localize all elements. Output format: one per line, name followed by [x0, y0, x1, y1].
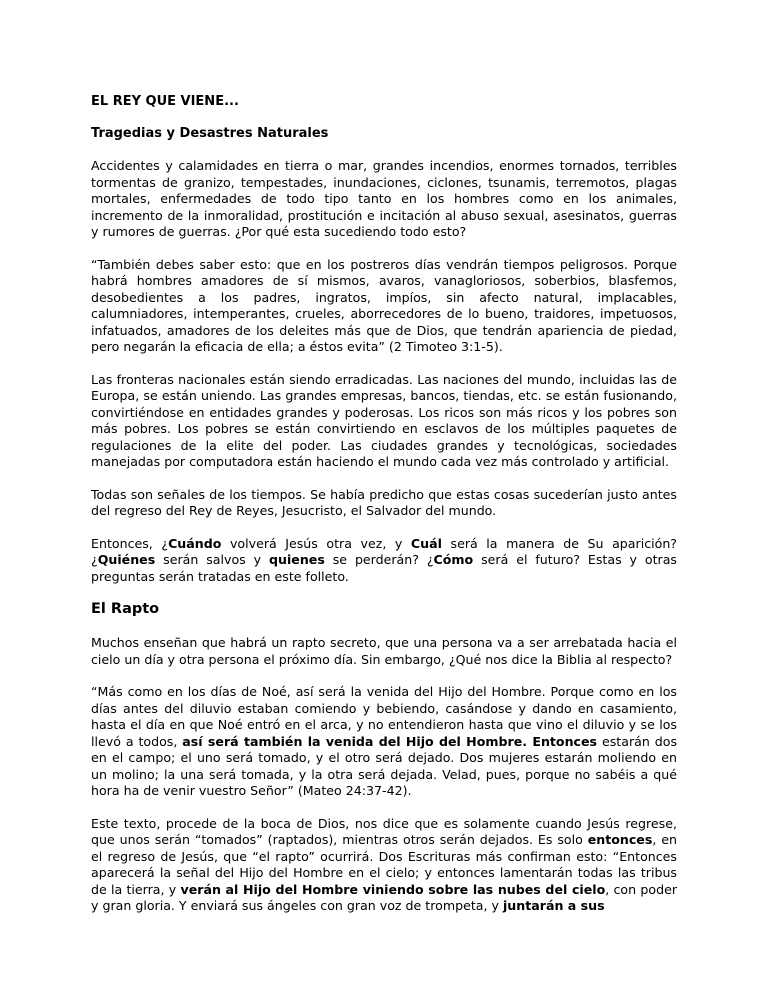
bold-text: así será también la venida del Hijo del Hombre. Entonces: [182, 733, 598, 749]
bold-text: juntarán a sus: [502, 898, 605, 913]
bold-text: verán al Hijo del Hombre viniendo sobre las nubes del cielo: [180, 881, 606, 897]
bold-text: Cuál: [410, 535, 442, 551]
section-heading-tragedias: Tragedias y Desastres Naturales: [91, 126, 329, 141]
paragraph: Accidentes y calamidades en tierra o mar, grandes incendios, enormes tornados, terribles tormentas de granizo, tempestades, inundaciones, ciclones, tsunamis, terremotos, plagas mortales, enfermedades de todo tipo tanto en los hombres como en los animales, incremento de la inmoralidad, prostitución e incitación al abuso sexual, asesinatos, guerras y rumores de guerras. ¿Por qué esta sucediendo todo esto?: [91, 158, 677, 239]
bold-text: Cómo: [433, 552, 474, 567]
text: será el futuro? Estas y otras preguntas serán tratadas en este folleto.: [91, 552, 677, 584]
text: será la manera de Su aparición? ¿: [91, 535, 677, 567]
paragraph-questions: [91, 536, 677, 586]
paragraph: [91, 816, 677, 915]
text: , en el regreso de Jesús, que “el rapto” ocurrirá. Dos Escrituras más confirman esto: “Entonces aparecerá la señal del Hijo del Hombre en el cielo; y entonces lamentarán todas las tribus de la tierra, y: [91, 832, 677, 897]
text: Este texto, procede de la boca de Dios, nos dice que es solamente cuando Jesús regrese, que unos serán “tomados” (raptados), mientras otros serán dejados. Es solo: [91, 815, 677, 847]
document-title: EL REY QUE VIENE...: [91, 94, 239, 109]
section-heading-rapto: El Rapto: [91, 601, 160, 617]
paragraph: Todas son señales de los tiempos. Se había predicho que estas cosas sucederían justo antes del regreso del Rey de Reyes, Jesucristo, el Salvador del mundo.: [91, 486, 677, 518]
text: estarán dos en el campo; el uno será tomado, y el otro será dejado. Dos mujeres estarán moliendo en un molino; la una será tomada, y la otra será dejada. Velad, pues, porque no sabéis a qué hora ha de venir vuestro Señor” (Mateo 24:37-42).: [91, 733, 678, 798]
paragraph: Las fronteras nacionales están siendo erradicadas. Las naciones del mundo, incluidas las de Europa, se están uniendo. Las grandes empresas, bancos, tiendas, etc. se están fusionando, convirtiéndose en entidades grandes y poderosas. Los ricos son más ricos y los pobres son más pobres. Los pobres se están convirtiendo en esclavos de los múltiples paquetes de regulaciones de la elite del poder. Las ciudades grandes y tecnológicas, sociedades manejadas por computadora están haciendo el mundo cada vez más controlado y artificial.: [91, 371, 677, 469]
text: serán salvos y: [155, 552, 269, 567]
text: “Más como en los días de Noé, así será la venida del Hijo del Hombre. Porque como en los días antes del diluvio estaban comiendo y bebiendo, casándose y dando en casamiento, hasta el día en que Noé entró en el arca, y no entendieron hasta que vino el diluvio y se los llevó a todos,: [91, 684, 677, 749]
bold-text: Quiénes: [97, 552, 156, 567]
bold-text: Cuándo: [168, 535, 222, 551]
text: , con poder y gran gloria. Y enviará sus ángeles con gran voz de trompeta, y: [91, 881, 677, 913]
bold-text: entonces: [587, 832, 653, 847]
bold-text: quienes: [268, 552, 325, 567]
scripture-quote: “También debes saber esto: que en los postreros días vendrán tiempos peligrosos. Porque habrá hombres amadores de sí mismos, avaros, vanagloriosos, soberbios, blasfemos, desobedientes a los padres, ingratos, impíos, sin afecto natural, implacables, calumniadores, intemperantes, crueles, aborrecedores de lo bueno, traidores, impetuosos, infatuados, amadores de los deleites más que de Dios, que tendrán apariencia de piedad, pero negarán la eficacia de ella; a éstos evita” (2 Timoteo 3:1-5).: [91, 256, 677, 354]
text: se perderán? ¿: [324, 552, 434, 567]
scripture-quote: [91, 684, 677, 800]
paragraph: Muchos enseñan que habrá un rapto secreto, que una persona va a ser arrebatada hacia el cielo un día y otra persona el próximo día. Sin embargo, ¿Qué nos dice la Biblia al respecto?: [91, 635, 677, 667]
text: volverá Jesús otra vez, y: [221, 535, 411, 551]
text: Entonces, ¿: [91, 535, 169, 551]
